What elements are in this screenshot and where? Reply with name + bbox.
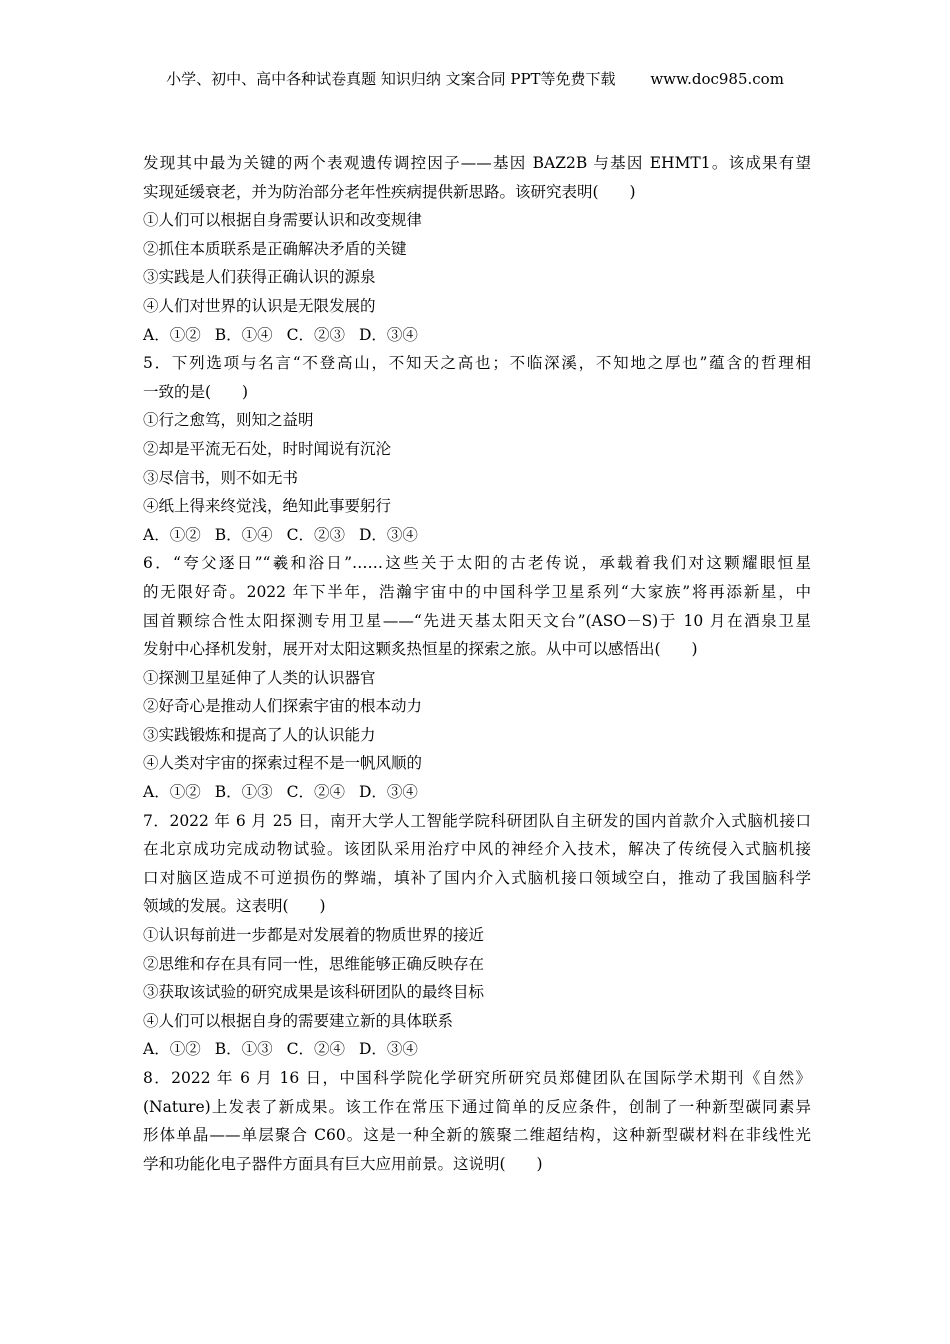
question-stem-line: 7．2022 年 6 月 25 日，南开大学人工智能学院科研团队自主研发的国内首款介入式脑机接口 <box>143 811 811 830</box>
answer-option: A．①② <box>143 525 201 544</box>
question-stem-line: 在北京成功完成动物试验。该团队采用治疗中风的神经介入技术，解决了传统侵入式脑机接 <box>143 840 811 859</box>
question-stem-line: 8．2022 年 6 月 16 日，中国科学院化学研究所研究员郑健团队在国际学术期刊《自然》 <box>143 1069 811 1087</box>
question-q5 <box>143 349 811 549</box>
statement: ①探测卫星延伸了人类的认识器官 <box>143 668 376 687</box>
statement: ①行之愈笃，则知之益明 <box>143 411 314 430</box>
answer-option: D．③④ <box>358 525 418 544</box>
question-stem-line: 发现其中最为关键的两个表观遗传调控因子——基因 BAZ2B 与基因 EHMT1。该成果有望 <box>143 154 811 172</box>
statement: ②却是平流无石处，时时闻说有沉沦 <box>143 439 392 458</box>
answer-option: D．③④ <box>358 1040 418 1059</box>
answer-options <box>143 778 811 807</box>
statement: ③尽信书，则不如无书 <box>143 468 299 487</box>
statement: ③获取该试验的研究成果是该科研团队的最终目标 <box>143 983 485 1002</box>
statement: ②抓住本质联系是正确解决矛盾的关键 <box>143 239 407 258</box>
answer-option: C．②④ <box>286 1040 345 1059</box>
answer-option: B．①④ <box>214 525 273 544</box>
answer-option: B．①④ <box>214 325 273 344</box>
answer-option: A．①② <box>143 783 201 802</box>
question-stem-line: 口对脑区造成不可逆损伤的弊端，填补了国内介入式脑机接口领域空白，推动了我国脑科学 <box>143 868 811 887</box>
question-stem-line: 国首颗综合性太阳探测专用卫星——“先进天基太阳天文台”(ASO－S)于 10 月在酒泉卫星 <box>143 611 811 630</box>
statement: ②好奇心是推动人们探索宇宙的根本动力 <box>143 697 423 716</box>
answer-option: D．③④ <box>358 325 418 344</box>
question-stem-line: 5．下列选项与名言“不登高山，不知天之高也；不临深溪，不知地之厚也”蕴含的哲理相 <box>143 354 811 373</box>
answer-option: C．②③ <box>286 325 345 344</box>
question-stem-line: 学和功能化电子器件方面具有巨大应用前景。这说明( ) <box>143 1154 543 1173</box>
page-header <box>0 68 950 89</box>
question-stem-line: (Nature)上发表了新成果。该工作在常压下通过简单的反应条件，创制了一种新型碳同素异 <box>143 1097 811 1116</box>
statement: ③实践是人们获得正确认识的源泉 <box>143 268 376 287</box>
answer-option: A．①② <box>143 1040 201 1059</box>
statement: ④人们对世界的认识是无限发展的 <box>143 296 376 315</box>
statement: ①人们可以根据自身需要认识和改变规律 <box>143 211 423 230</box>
answer-option: C．②③ <box>286 525 345 544</box>
statement: ②思维和存在具有同一性，思维能够正确反映存在 <box>143 954 485 973</box>
statement: ①认识每前进一步都是对发展着的物质世界的接近 <box>143 926 485 945</box>
question-stem-line: 的无限好奇。2022 年下半年，浩瀚宇宙中的中国科学卫星系列“大家族”将再添新星，中 <box>143 582 811 601</box>
answer-option: B．①③ <box>214 1040 273 1059</box>
question-q4-continued <box>143 149 811 349</box>
question-stem-line: 一致的是( ) <box>143 382 249 401</box>
question-q8 <box>143 1064 811 1178</box>
answer-options <box>143 321 811 350</box>
document-body <box>143 149 811 1178</box>
statement: ④人类对宇宙的探索过程不是一帆风顺的 <box>143 754 423 773</box>
answer-option: D．③④ <box>358 783 418 802</box>
answer-options <box>143 1035 811 1064</box>
header-url: www.doc985.com <box>650 70 784 88</box>
answer-option: B．①③ <box>214 783 273 802</box>
question-stem-line: 发射中心择机发射，展开对太阳这颗炙热恒星的探索之旅。从中可以感悟出( ) <box>143 640 698 659</box>
question-stem-line: 实现延缓衰老，并为防治部分老年性疾病提供新思路。该研究表明( ) <box>143 182 636 201</box>
answer-option: A．①② <box>143 325 201 344</box>
statement: ④人们可以根据自身的需要建立新的具体联系 <box>143 1011 454 1030</box>
question-q7 <box>143 807 811 1064</box>
answer-option: C．②④ <box>286 783 345 802</box>
question-stem-line: 领域的发展。这表明( ) <box>143 897 326 916</box>
answer-options <box>143 521 811 550</box>
statement: ③实践锻炼和提高了人的认识能力 <box>143 725 376 744</box>
question-stem-line: 6．“夸父逐日”“羲和浴日”……这些关于太阳的古老传说，承载着我们对这颗耀眼恒星 <box>143 554 811 573</box>
statement: ④纸上得来终觉浅，绝知此事要躬行 <box>143 497 392 516</box>
header-text: 小学、初中、高中各种试卷真题 知识归纳 文案合同 PPT等免费下载 <box>166 70 616 88</box>
question-q6 <box>143 549 811 806</box>
question-stem-line: 形体单晶——单层聚合 C60。这是一种全新的簇聚二维超结构，这种新型碳材料在非线性光 <box>143 1126 811 1145</box>
